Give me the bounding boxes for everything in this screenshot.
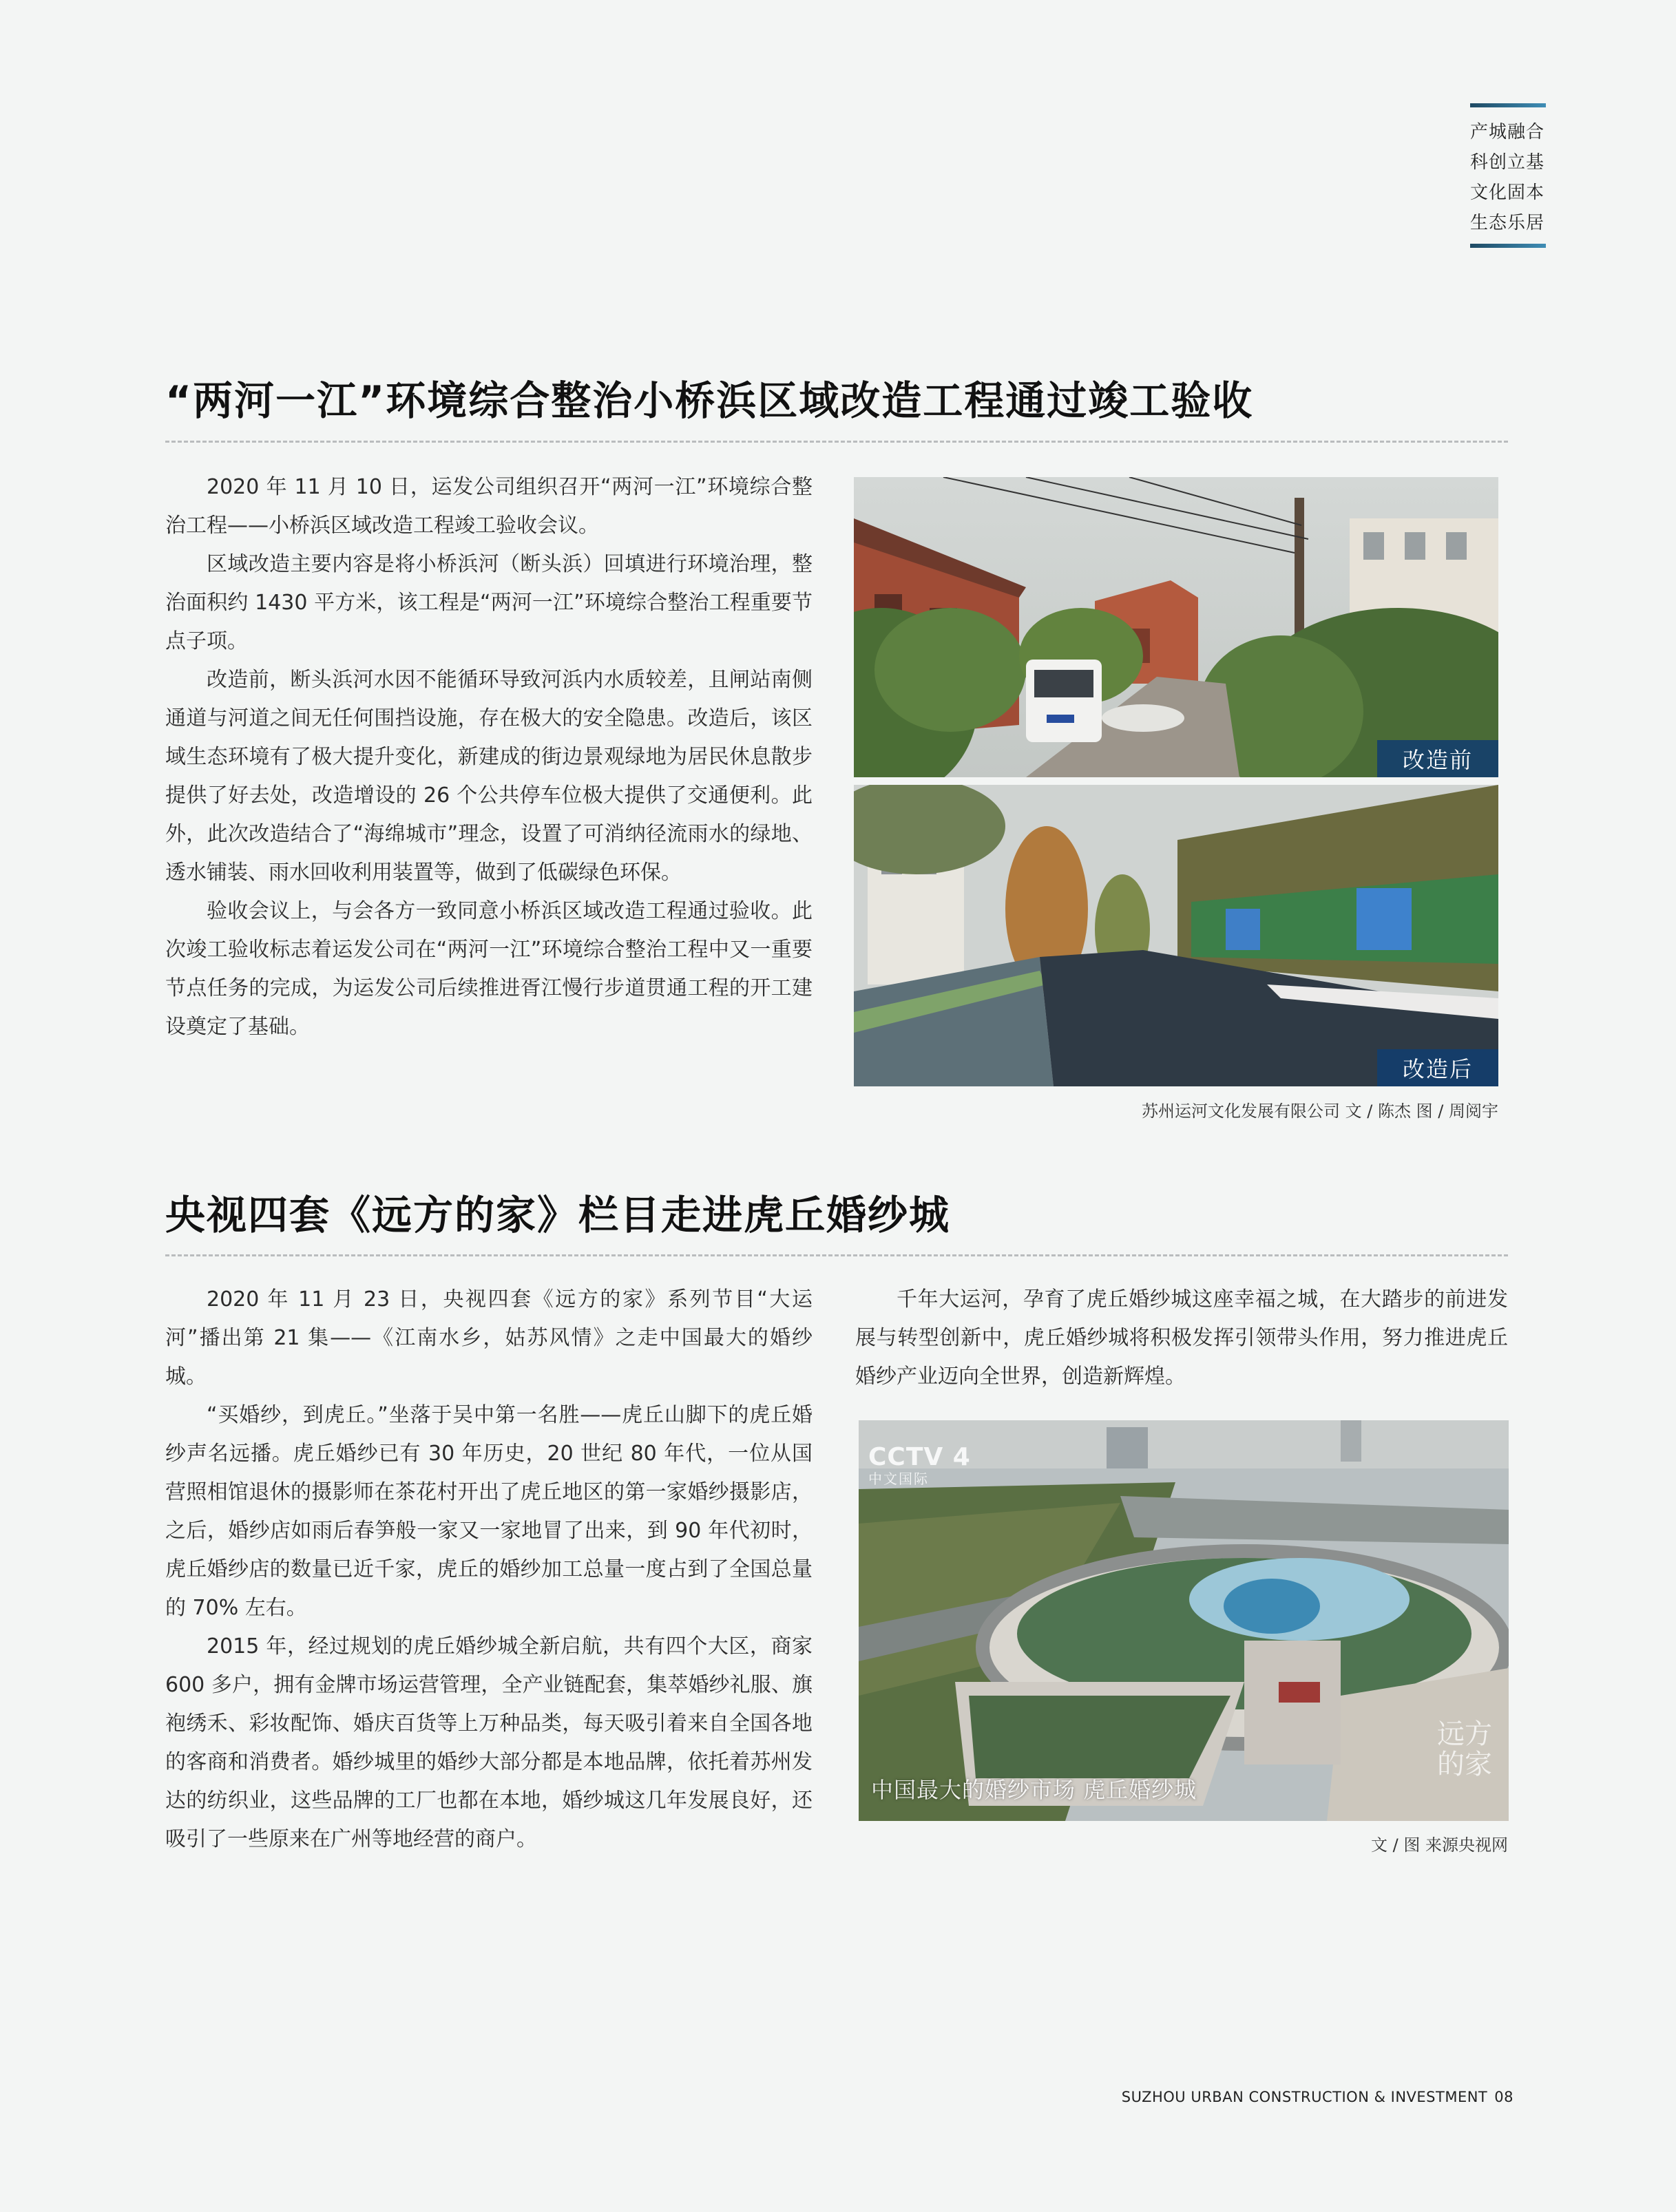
article1-paragraph: 改造前，断头浜河水因不能循环导致河浜内水质较差，且闸站南侧通道与河道之间无任何围挡设施，存在极大的安全隐患。改造后，该区域生态环境有了极大提升变化，新建成的街边景观绿地为居民休息散步提供了好去处，改造增设的 26 个公共停车位极大提供了交通便利。此外，此次改造结合了“海绵城市”理念，设置了可消纳径流雨水的绿地、透水铺装、雨水回收利用装置等，做到了低碳绿色环保。 xyxy=(165,668,813,885)
before-label: 改造前 xyxy=(1377,740,1498,777)
nav-bottom-bar xyxy=(1470,244,1546,248)
after-label: 改造后 xyxy=(1377,1049,1498,1086)
article2-paragraph: 2020 年 11 月 23 日，央视四套《远方的家》系列节目“大运河”播出第 21 集——《江南水乡，姑苏风情》之走中国最大的婚纱城。 xyxy=(165,1287,813,1389)
program-watermark: 远方的家 xyxy=(1437,1718,1492,1780)
cctv-logo-sub: 中文国际 xyxy=(868,1471,929,1487)
article1-paragraph: 验收会议上，与会各方一致同意小桥浜区域改造工程通过验收。此次竣工验收标志着运发公司在“两河一江”环境综合整治工程中又一重要节点任务的完成，为运发公司后续推进胥江慢行步道贯通工程的开工建设奠定了基础。 xyxy=(165,899,813,1039)
article1-title: “两河一江”环境综合整治小桥浜区域改造工程通过竣工验收 xyxy=(165,377,1254,424)
section-nav xyxy=(1470,103,1546,248)
page-number: 08 xyxy=(1494,2089,1513,2105)
nav-top-bar xyxy=(1470,103,1546,107)
article1-divider xyxy=(165,441,1508,443)
article2-paragraph: 2015 年，经过规划的虎丘婚纱城全新启航，共有四个大区，商家 600 多户，拥有金牌市场运营管理，全产业链配套，集萃婚纱礼服、旗袍绣禾、彩妆配饰、婚庆百货等上万种品类，每天吸引着来自全国各地的客商和消费者。婚纱城里的婚纱大部分都是本地品牌，依托着苏州发达的纺织业，这些品牌的工厂也都在本地，婚纱城这几年发展良好，还吸引了一些原来在广州等地经营的商户。 xyxy=(165,1634,813,1851)
article2-title: 央视四套《远方的家》栏目走进虎丘婚纱城 xyxy=(165,1192,951,1239)
magazine-name: SUZHOU URBAN CONSTRUCTION & INVESTMENT xyxy=(1121,2089,1488,2105)
article2-paragraph: “买婚纱，到虎丘。”坐落于吴中第一名胜——虎丘山脚下的虎丘婚纱声名远播。虎丘婚纱已有 30 年历史，20 世纪 80 年代，一位从国营照相馆退休的摄影师在茶花村开出了虎丘地区的第一家婚纱摄影店，之后，婚纱店如雨后春笋般一家又一家地冒了出来，到 90 年代初时，虎丘婚纱店的数量已近千家，虎丘的婚纱加工总量一度占到了全国总量的 70% 左右。 xyxy=(165,1403,813,1620)
article2-divider xyxy=(165,1254,1508,1256)
cctv-logo-text: CCTV 4 xyxy=(868,1443,971,1471)
nav-item-industry-city[interactable]: 产城融合 xyxy=(1470,122,1545,143)
page-footer xyxy=(1122,2089,1513,2105)
street-after-image xyxy=(854,785,1498,1086)
street-before-image xyxy=(854,477,1498,777)
article2-body-left xyxy=(165,1281,813,1859)
article2-paragraph: 千年大运河，孕育了虎丘婚纱城这座幸福之城，在大踏步的前进发展与转型创新中，虎丘婚纱城将积极发挥引领带头作用，努力推进虎丘婚纱产业迈向全世界，创造新辉煌。 xyxy=(855,1287,1508,1389)
video-caption: 中国最大的婚纱市场 虎丘婚纱城 xyxy=(871,1777,1197,1803)
article2-body-right xyxy=(855,1281,1508,1396)
nav-item-ecology[interactable]: 生态乐居 xyxy=(1470,213,1545,233)
nav-item-culture[interactable]: 文化固本 xyxy=(1470,182,1545,203)
cctv-logo xyxy=(868,1445,971,1488)
article2-credit: 文 / 图 来源央视网 xyxy=(1371,1835,1508,1855)
article1-paragraph: 2020 年 11 月 10 日，运发公司组织召开“两河一江”环境综合整治工程——小桥浜区域改造工程竣工验收会议。 xyxy=(165,475,813,538)
article1-paragraph: 区域改造主要内容是将小桥浜河（断头浜）回填进行环境治理，整治面积约 1430 平方米，该工程是“两河一江”环境综合整治工程重要节点子项。 xyxy=(165,552,813,653)
photo-after-renovation xyxy=(854,785,1498,1086)
article1-credit: 苏州运河文化发展有限公司 文 / 陈杰 图 / 周阅宇 xyxy=(1142,1102,1498,1121)
article1-body xyxy=(165,468,813,1046)
photo-wedding-city-aerial xyxy=(859,1420,1509,1821)
photo-before-renovation xyxy=(854,477,1498,777)
nav-item-innovation[interactable]: 科创立基 xyxy=(1470,152,1545,173)
